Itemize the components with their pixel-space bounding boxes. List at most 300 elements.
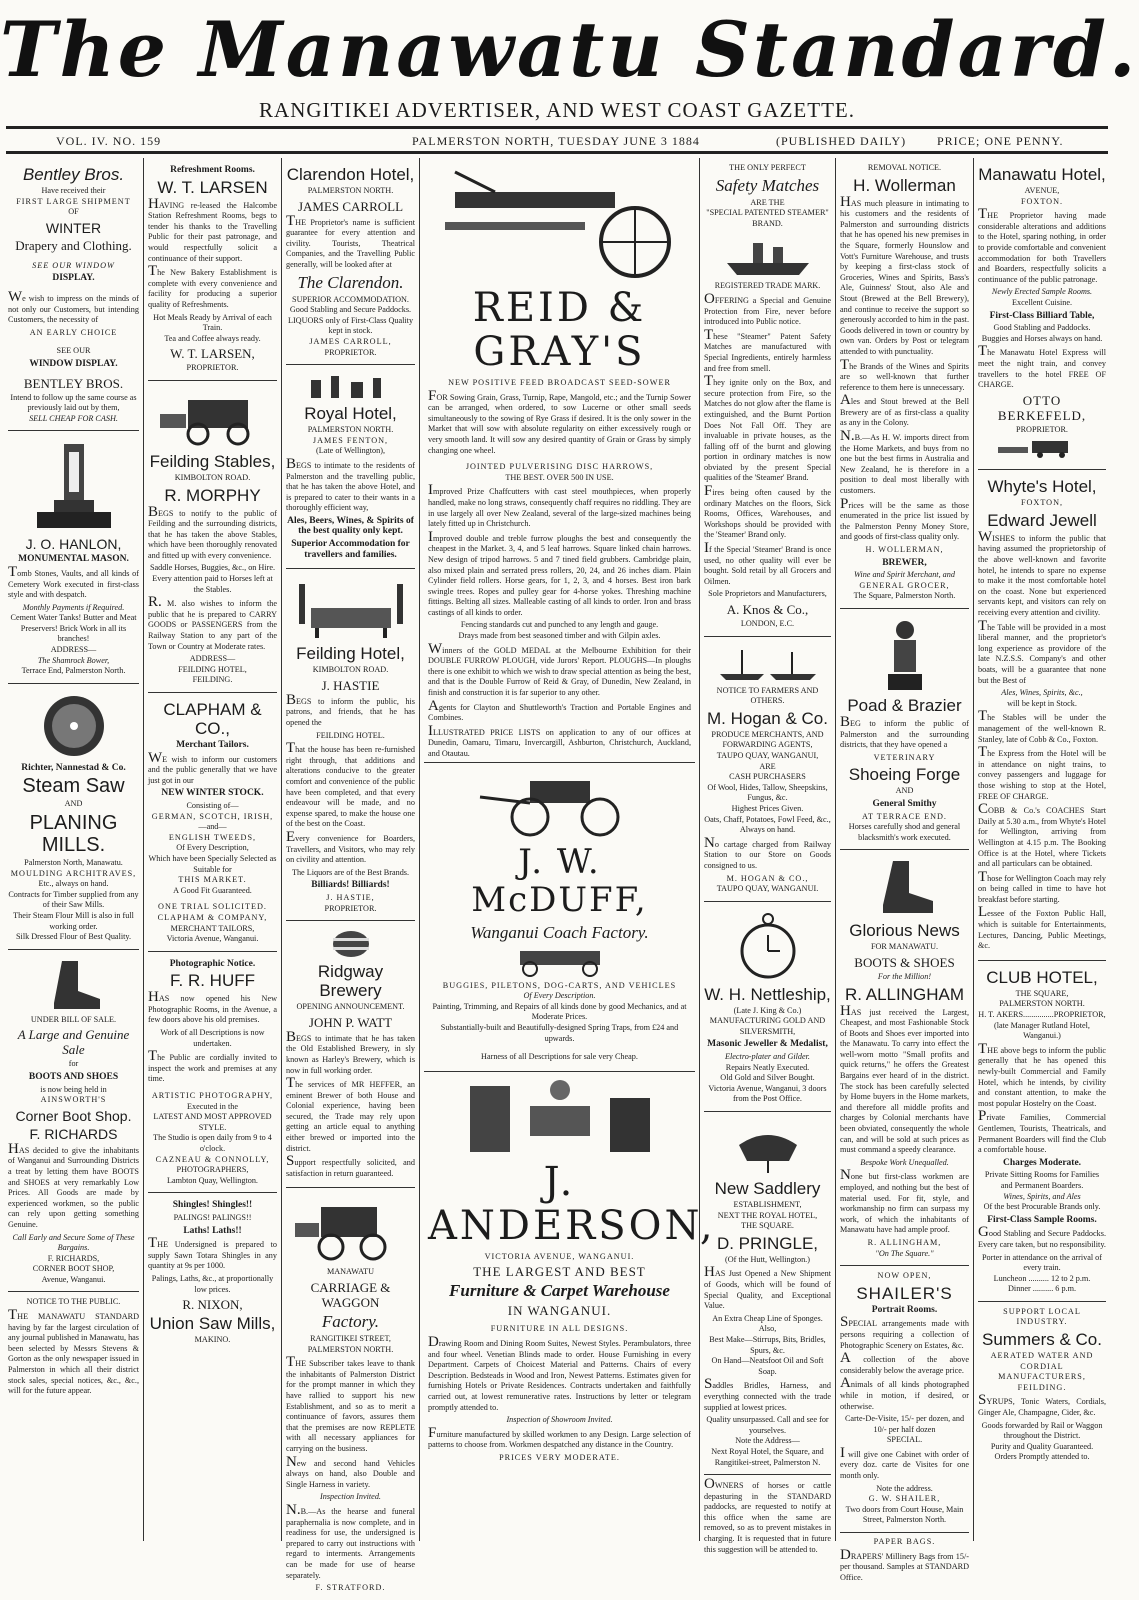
- ad-text: Ales, Wines, Spirits, &c.,: [1001, 688, 1083, 698]
- ad-text: Feilding Stables,: [149, 451, 276, 471]
- ad-text: Billiards! Billiards!: [311, 880, 390, 891]
- ad-text: Corner Boot Shop.: [15, 1107, 132, 1124]
- ad-text: JAMES CARROLL: [297, 198, 404, 214]
- ad-text: Private Families, Commercial Gentlemen, Tourists, Theatricals, and Permanent Boarders will find the Club a comfortable house.: [978, 1108, 1106, 1155]
- ad-text: F. STRATFORD.: [315, 1583, 386, 1593]
- ad-text: Furniture manufactured by skilled workmen to any Design. Large selection of patterns to choose from. Workmen despatched any distance in the Country.: [428, 1424, 691, 1450]
- ad-text: REMOVAL NOTICE.: [867, 163, 942, 172]
- ad-text: Tomb Stones, Vaults, and all kinds of Cemetery Work executed in first-class style and with despatch.: [8, 563, 139, 600]
- ad-text: Furniture & Carpet Warehouse: [449, 1281, 670, 1301]
- ad-steam-saw: [8, 684, 139, 950]
- ad-text: Wines, Spirits, and Ales: [1003, 1191, 1081, 1201]
- ad-text: OWNERS of horses or cattle depasturing in the STANDARD paddocks, are requested to notify at this office when the same are removed, so as to prevent mistakes in charging. It is requested that in future this suggestion will be attended to.: [704, 1476, 831, 1554]
- ad-text: Saddle Horses, Buggies, &c., on Hire.: [149, 563, 276, 573]
- ad-text: BEG to inform the public of Palmerston and the surrounding districts, that they have opened a: [840, 713, 969, 750]
- ad-text: Richter, Nannestad & Co.: [21, 762, 126, 773]
- divider-top: [6, 126, 1108, 129]
- ad-text: REID & GRAY'S: [472, 285, 647, 375]
- furniture-illustration: [460, 1076, 660, 1156]
- ad-text: Refreshment Rooms.: [170, 165, 255, 175]
- ad-text: Prices will be the same as those enumerated in the price list issued by the Palmerston Penny Money Store, and goods of first-class quality only.: [840, 495, 969, 542]
- column-6: [836, 158, 974, 1582]
- ad-text: Sole Proprietors and Manufacturers,: [708, 589, 827, 599]
- column-7: [974, 158, 1110, 1541]
- ad-text: G. W. SHAILER,: [868, 1494, 941, 1504]
- monument-illustration: [29, 440, 119, 532]
- ad-text: NOW OPEN,: [877, 1271, 932, 1281]
- ad-text: A collection of the above considerably below the average price.: [840, 1350, 969, 1375]
- ad-text: Have received their: [41, 186, 106, 195]
- ad-anderson: [424, 1076, 716, 1464]
- stagecoach-illustration: [158, 390, 268, 448]
- ad-text: SEE OUR WINDOW: [32, 260, 115, 270]
- ad-text: ESTABLISHMENT,: [733, 1200, 802, 1210]
- ad-text: Avenue, Wanganui.: [41, 1274, 106, 1284]
- ad-text: COBB & Co.'s COACHES Start Daily at 5.30 a.m., from Whyte's Hotel for Wellington, arriving from Wellington at 4.15 p.m. The Booking Office is at the Hotel, where Tickets and all particulars can be obtained.: [978, 801, 1106, 869]
- ad-text: PALMERSTON NORTH.: [307, 425, 394, 435]
- ad-text: Whyte's Hotel,: [987, 477, 1097, 497]
- ad-text: Clarendon Hotel,: [286, 165, 415, 184]
- column-5: [700, 158, 836, 1554]
- ad-text: J. HASTIE,: [326, 892, 375, 902]
- ad-text: H. WOLLERMAN,: [865, 545, 944, 554]
- ad-text: R. MORPHY: [164, 485, 261, 505]
- ad-text: FIRST LARGE SHIPMENT: [16, 196, 131, 206]
- ad-text: Drapery and Clothing.: [15, 237, 132, 253]
- ad-text: Which have been Specially Selected as Suitable for: [148, 853, 277, 874]
- ad-text: PROPRIETOR.: [324, 903, 377, 913]
- ad-text: Ridgway Brewery: [317, 962, 384, 1001]
- ad-text: M. Hogan & Co.: [707, 708, 828, 728]
- ad-text: Superior Accommodation for travellers and families.: [291, 539, 410, 560]
- ad-text: FOXTON,: [1020, 498, 1064, 508]
- ad-text: Wanganui Coach Factory.: [470, 922, 649, 942]
- ad-text: (Late J. King & Co.): [733, 1005, 802, 1015]
- ad-text: Silk Dressed Flour of Best Quality.: [16, 932, 131, 942]
- ad-text: FURNITURE IN ALL DESIGNS.: [490, 1324, 629, 1334]
- ad-text: PRICES VERY MODERATE.: [499, 1452, 620, 1462]
- ad-text: Manawatu Hotel,: [978, 165, 1106, 184]
- ad-text: UNDER BILL OF SALE.: [30, 1014, 117, 1024]
- ad-text: Drawing Room and Dining Room Suites, Newest Styles. Perambulators, three and four wheel. Venetian Blinds made to order. House Furnishing in every Department. Carpets of Choicest Material and Patterns. Chairs of every Description. Bedsteads in Wood and Iron, Newest Patterns. Estimates given for furnishing Hotels or Private Residences. Contracts undertaken and faithfully carried out, at lowest remunerative rates. Instructions by letter or telegram promptly attended to.: [428, 1333, 691, 1412]
- ad-text: Etc., always on hand.: [38, 879, 109, 889]
- ad-text: If the Special 'Steamer' Brand is once used, no other quality will ever be bought. Sold retail by all Grocers and Oilmen.: [704, 540, 831, 586]
- ad-text: Lambton Quay, Wellington.: [167, 1175, 258, 1185]
- ad-text: The Manawatu Hotel Express will meet the night train, and convey travellers to the hotel FREE OF CHARGE.: [978, 343, 1106, 390]
- ad-text: WINTER: [45, 219, 102, 236]
- ad-text: PROPRIETOR.: [1016, 424, 1068, 434]
- ad-text: ARTISTIC PHOTOGRAPHY,: [151, 1091, 274, 1101]
- ad-text: WISHES to inform the public that having assumed the proprietorship of the above well-known and favorite hotel, he intends to spare no expense to make it the most comfortable hotel on the coast. None but experienced servants kept, and visitors can rely on receiving every attention and civility.: [978, 528, 1106, 618]
- ad-text: Improved double and treble furrow ploughs the best and consequently the cheapest in the Market. 3, 4, and 5 leaf harrows. Square linked chain harrows. New design of tripod harrows. 5 and 7 tined field grubbers. Cambridge plain, also mixed plain and serrated press rollers, 20, 24, and 26 inches diam. Plain Cylinder field rollers. Horse gears, for 1, 2, 3, and 4 horses. Best iron bark swingle trees. Ropes and pulley gear for 4-horse yokes. Threshing machine fittings. Belting all sizes. Malleable casting of all kinds to order. Iron and brass castings of all kinds to order.: [428, 528, 691, 617]
- ad-text: Note the Address—: [735, 1436, 800, 1446]
- ad-text: Highest Prices Given.: [731, 803, 804, 813]
- ad-nettleship: [704, 902, 831, 1112]
- ad-text: Steam Saw: [22, 775, 125, 798]
- ad-manawatu-hotel: [978, 158, 1106, 470]
- ad-text: ARE: [759, 761, 776, 771]
- ad-text: BREWER,: [882, 557, 927, 568]
- ad-larsen: [148, 158, 277, 381]
- ad-text: H. T. AKERS...............PROPRIETOR,: [978, 1010, 1106, 1020]
- ad-text: HAVING re-leased the Halcombe Station Refreshment Rooms, begs to tender his thanks to the Travelling Public for their past patronage, and would respectfully solicit a continuance of their support.: [148, 195, 277, 263]
- ad-mcduff: [424, 767, 695, 1072]
- ad-text: Lessee of the Foxton Public Hall, which is suitable for Entertainments, Lectures, Dancing, Public Meetings, &c.: [978, 904, 1106, 951]
- ad-ridgway: [286, 921, 415, 1188]
- ad-text: OPENING ANNOUNCEMENT.: [296, 1002, 405, 1012]
- dateline: PALMERSTON NORTH, TUESDAY JUNE 3 1884: [412, 134, 700, 148]
- ad-text: (late Manager Rutland Hotel, Wanganui.): [994, 1020, 1090, 1041]
- ad-shailer: [840, 1266, 969, 1591]
- ad-text: AT TERRACE END.: [862, 811, 947, 821]
- ad-text: (Late of Wellington),: [316, 446, 385, 456]
- coach-illustration: [992, 439, 1092, 459]
- ad-text: Factory.: [321, 1312, 380, 1332]
- ad-wollerman: [840, 158, 969, 609]
- ad-text: SEE OUR: [56, 346, 91, 356]
- ad-text: HAS now opened his New Photographic Rooms, in the Avenue, a few doors above his old premises.: [148, 989, 277, 1025]
- ad-text: Royal Hotel,: [304, 404, 397, 424]
- ad-text: OFFERING a Special and Genuine Protection from Fire, never before introduced into Public notice.: [704, 290, 831, 327]
- published-daily: (PUBLISHED DAILY): [776, 134, 907, 148]
- ad-text: Porter in attendance on the arrival of every train.: [981, 1252, 1103, 1273]
- ad-text: MOULDING ARCHITRAVES,: [10, 868, 137, 878]
- ad-text: THE ONLY PERFECT: [729, 163, 806, 172]
- ad-text: JAMES CARROLL,: [309, 336, 392, 346]
- ad-text: The Square, Palmerston North.: [853, 591, 956, 601]
- ad-whytes-hotel: [978, 470, 1106, 961]
- ad-text: A. Knos & Co.,: [726, 602, 809, 617]
- ad-text: THE BEST. OVER 500 IN USE.: [505, 472, 614, 482]
- ad-text: Monthly Payments if Required.: [22, 602, 125, 612]
- ad-stratford: [286, 1188, 415, 1599]
- ad-text: Shoeing Forge: [848, 765, 961, 785]
- ad-text: Photographic Notice.: [169, 958, 256, 969]
- ad-text: CLAPHAM & CO.,: [163, 700, 262, 738]
- ad-text: BRAND.: [752, 218, 783, 228]
- ad-text: Every convenience for Boarders, Travellers, and Visitors, who may rely on civility and attention.: [286, 828, 415, 865]
- ad-text: Every attention paid to Horses left at the Stables.: [152, 574, 273, 594]
- ad-text: Carte-De-Visite, 15/- per dozen, and 10/- per half dozen: [844, 1414, 965, 1434]
- ad-text: AND: [64, 799, 83, 809]
- column-4: [420, 158, 716, 1541]
- ad-clapham: [148, 693, 277, 952]
- ad-text: PHOTOGRAPHERS,: [176, 1165, 249, 1175]
- ad-text: Excellent Cuisine.: [1011, 297, 1073, 307]
- masthead-title: The Manawatu Standard.: [0, 5, 1139, 94]
- ad-text: HAS Just Opened a New Shipment of Goods, which will be found of Special Quality, and Exceptional Value.: [704, 1264, 831, 1311]
- column-1: [4, 158, 144, 1541]
- ad-text: DRAPERS' Millinery Bags from 15/- per thousand. Samples at STANDARD Office.: [840, 1546, 969, 1582]
- ad-text: CORNER BOOT SHOP,: [32, 1264, 115, 1274]
- ad-club-hotel: [978, 961, 1106, 1302]
- ad-text: NOTICE TO THE PUBLIC.: [26, 1297, 121, 1307]
- ad-text: THE SQUARE,: [1015, 988, 1069, 998]
- seed-sower-illustration: [435, 162, 685, 282]
- ad-text: The Table will be provided in a most liberal manner, and the proprietor's long experience as providore of the late N.Z.S.S. Company's and other boats, will be a guarantee that none but the Best of: [978, 617, 1106, 685]
- ad-text: CARRIAGE & WAGGON: [310, 1280, 391, 1311]
- ad-text: Good Stabling and Secure Paddocks. Every care taken, but no responsibility.: [978, 1224, 1106, 1249]
- volume-number: VOL. IV. NO. 159: [56, 134, 162, 148]
- ad-text: We wish to impress on the minds of not only our Customers, but intending Customers, the necessity of: [8, 288, 139, 325]
- ad-text: NEW POSITIVE FEED BROADCAST SEED-SOWER: [448, 378, 671, 387]
- ad-text: HAS much pleasure in intimating to his customers and the residents of Palmerston and surrounding districts that he has opened his new premises in the Square, formerly Hounslow and Vott's Furniture Warehouse, and trusts by keeping a first-class stock of Groceries, Wines and Spirits, Bass's Ale, Guinness' Stout, also Ale and Stout (Brewed at the Bell Brewery), and continue to receive the support so generously accorded to him in the past. Goods delivered in town or country by own van. Orders by Post or telegram attended to with punctuality.: [840, 193, 969, 356]
- ad-text: BEGS to inform the public, his patrons, and friends, that he has opened the: [286, 691, 415, 728]
- ad-text: Also,: [758, 1324, 777, 1334]
- ad-huff: [148, 952, 277, 1194]
- ad-text: VETERINARY: [873, 752, 936, 762]
- ad-text: SUPERIOR ACCOMMODATION.: [292, 294, 409, 304]
- ad-text: FOXTON.: [1020, 196, 1064, 206]
- ad-text: F. R. HUFF: [170, 971, 255, 991]
- ad-text: THE Proprietor's name is sufficient guarantee for every attention and civility. Tourists, Theatrical Companies, and the Travelling Public generally, will be looked after at: [286, 212, 415, 269]
- ad-text: ENGLISH TWEEDS,: [168, 832, 257, 842]
- ad-text: The Clarendon.: [297, 272, 404, 292]
- ad-reid-gray: [424, 162, 695, 763]
- ad-text: Animals of all kinds photographed while in motion, if desired, or otherwise.: [840, 1375, 969, 1411]
- ad-text: TAUPO QUAY, WANGANUI,: [716, 750, 819, 760]
- ad-text: Call Early and Secure Some of These Bargains.: [12, 1232, 135, 1253]
- ad-text: Their Steam Flour Mill is also in full working order.: [13, 911, 134, 931]
- ad-text: RANGITIKEI STREET, PALMERSTON NORTH.: [307, 1334, 394, 1354]
- ad-text: Contracts for Timber supplied from any of their Saw Mills.: [8, 889, 139, 910]
- ad-text: Agents for Clayton and Shuttleworth's Traction and Portable Engines and Combines.: [428, 697, 691, 723]
- ad-text: NEXT THE ROYAL HOTEL,: [717, 1210, 818, 1220]
- ad-text: An Extra Cheap Line of Sponges.: [712, 1313, 823, 1323]
- ad-text: AERATED WATER AND CORDIAL MANUFACTURERS,: [990, 1351, 1094, 1382]
- ad-poad-brazier: [840, 609, 969, 850]
- ad-matches: [704, 158, 831, 637]
- ad-text: R. ALLINGHAM: [844, 984, 965, 1004]
- ad-text: FEILDING HOTEL,: [178, 664, 247, 674]
- ad-text: NOTICE TO FARMERS AND OTHERS.: [716, 685, 819, 706]
- ad-text: BEGS to intimate to the residents of Palmerston and the travelling public, that he has taken the above Hotel, and is prepared to cater to their wants in a thoroughly efficient way,: [286, 455, 415, 513]
- ad-text: OF: [68, 207, 79, 217]
- ad-text: PLANING MILLS.: [29, 812, 118, 857]
- ad-text: Substantially-built and Beautifully-designed Spring Traps, from £24 and upwards.: [440, 1022, 679, 1043]
- ad-text: PRODUCE MERCHANTS, AND FORWARDING AGENTS,: [711, 729, 824, 750]
- ad-text: H. Wollerman: [853, 175, 956, 195]
- column-2: [144, 158, 282, 1541]
- ad-text: F. RICHARDS: [29, 1125, 118, 1142]
- ad-text: D. PRINGLE,: [716, 1233, 819, 1253]
- ad-text: LONDON, E.C.: [740, 619, 795, 628]
- ad-text: None but first-class workmen are employed, and nothing but the best of material used. For fit, style, and workmanship no firm can surpass my work, of which the inhabitants of Manawatu have had ample proof.: [840, 1167, 969, 1235]
- ad-text: BEGS to notify to the public of Feilding and the surrounding districts, that he has taken the above Stables, which have been thoroughly renovated and fitted up with every convenience.: [148, 503, 277, 560]
- ad-text: MAKINO.: [194, 1335, 231, 1345]
- ad-text: New and second hand Vehicles always on hand, also Double and Single Harness in variety.: [286, 1453, 415, 1489]
- ad-text: W. T. LARSEN: [157, 177, 268, 197]
- ad-notice: [8, 1292, 139, 1404]
- ad-text: The Liquors are of the Best Brands.: [291, 867, 410, 877]
- ad-text: is now being held in: [40, 1084, 107, 1094]
- ad-text: FEILDING.: [1017, 1382, 1067, 1392]
- ad-text: IN WANGANUI.: [507, 1303, 612, 1319]
- ad-text: M. HOGAN & CO.,: [726, 873, 809, 883]
- ad-text: REGISTERED TRADE MARK.: [714, 281, 821, 291]
- ad-text: Fencing standards cut and punched to any length and gauge.: [460, 620, 659, 630]
- ad-text: Luncheon .......... 12 to 2 p.m.: [993, 1273, 1091, 1283]
- ad-text: Those for Wellington Coach may rely on being called in time to have hot breakfast before starting.: [978, 868, 1106, 904]
- ad-text: THE LARGEST AND BEST: [473, 1264, 646, 1280]
- ad-text: J. HASTIE: [321, 677, 380, 693]
- ad-text: CASH PURCHASERS: [729, 772, 806, 782]
- ad-text: Summers & Co.: [982, 1330, 1102, 1350]
- ad-text: Consisting of—: [186, 800, 239, 810]
- ad-text: Portrait Rooms.: [871, 1304, 938, 1315]
- ad-text: KIMBOLTON ROAD.: [312, 665, 389, 675]
- ad-text: Hot Meals Ready by Arrival of each Train.: [153, 312, 272, 333]
- pocket-watch-illustration: [740, 911, 796, 981]
- ad-text: The Studio is open daily from 9 to 4 o'clock.: [153, 1133, 272, 1153]
- ad-text: MERCHANT TAILORS,: [170, 923, 255, 933]
- ad-text: Painting, Trimming, and Repairs of all kinds done by good Mechanics, and at Moderate Prices.: [432, 1001, 687, 1022]
- ad-text: Of Every Description.: [523, 991, 596, 1001]
- ad-royal: [286, 365, 415, 569]
- ad-nixon: [148, 1193, 277, 1351]
- ad-text: R. NIXON,: [182, 1297, 243, 1313]
- ad-text: Palmerston North, Manawatu.: [24, 858, 123, 868]
- ad-text: Merchant Tailors.: [176, 740, 249, 750]
- ad-text: NEW WINTER STOCK.: [161, 788, 264, 799]
- ad-text: F. RICHARDS,: [47, 1253, 100, 1263]
- ad-text: Feilding Hotel,: [296, 644, 405, 664]
- ad-text: Inspection Invited.: [320, 1492, 381, 1502]
- ad-text: J. ANDERSON,: [428, 1158, 716, 1249]
- ad-text: FOR MANAWATU.: [870, 942, 939, 952]
- ad-text: DISPLAY.: [52, 273, 95, 284]
- ad-text: HAS decided to give the inhabitants of Wanganui and Surrounding Districts a treat by letting them have BOOTS and SHOES at very remarkably Low Prices. All Goods are made by experienced workmen, so the public can rely upon getting something Genuine.: [8, 1140, 139, 1229]
- ad-text: Laths! Laths!!: [183, 1225, 242, 1236]
- ad-text: Saddles Bridles, Harness, and everything connected with the trade supplied at lowest prices.: [704, 1376, 831, 1412]
- ships-illustration: [718, 646, 818, 682]
- boot-illustration: [44, 959, 104, 1011]
- ad-text: Intend to follow up the same course as previously laid out by them,: [10, 392, 137, 413]
- ad-text: Victoria Avenue, Wanganui, 3 doors from the Post Office.: [708, 1083, 827, 1104]
- ad-text: Support respectfully solicited, and satisfaction in return guaranteed.: [286, 1153, 415, 1178]
- ad-bentley: [8, 158, 139, 431]
- ad-text: BOOTS AND SHOES: [28, 1071, 119, 1082]
- ad-text: Ales and Stout brewed at the Bell Brewery are of as first-class a quality as any in the Colony.: [840, 392, 969, 428]
- ad-text: GENERAL GROCER,: [859, 580, 950, 590]
- ad-pringle: [704, 1112, 831, 1563]
- ad-text: —and—: [198, 822, 227, 832]
- ad-text: Dinner .......... 6 p.m.: [1008, 1284, 1076, 1294]
- ad-text: THE Proprietor having made considerable alterations and additions to the Hotel, sparing nothing, in order to provide comfortable and convenient accommodation for both Travellers and Boarders, respectfully solicits a continuance of the public patronage.: [978, 206, 1106, 284]
- ad-text: HAS just received the Largest, Cheapest, and most Fashionable Stock of Boots and Shoes ever imported into the Manawatu. To carry into effect the well-worn motto "Small profits and quick returns," he offers the Greatest Bargains ever heard of in the district. The stock has been carefully selected by Home buyers in the Home markets, and therefore all middle profits and charges by Colonial merchants have been obviated, consequently the whole can, and will be sold at such prices as must command a speedy clearance.: [840, 1002, 969, 1155]
- ad-text: Tea and Coffee always ready.: [164, 333, 261, 343]
- ad-text: They ignite only on the Box, and secure protection from Fire, so the Matches do not glow after the flame is extinguished, and the Burnt Portion Does Not Fall Off. They are invaluable in private houses, as the falling off of the burnt and glowing portion in ordinary matches is now obviated by the present Special qualities of the 'Steamer' Brand.: [704, 373, 831, 483]
- ad-text: Next Royal Hotel, the Square, and Rangitikei-street, Palmerston N.: [711, 1446, 824, 1467]
- ad-text: LIQUORS only of First-Class Quality kept in stock.: [287, 315, 414, 336]
- ad-text: Shingles! Shingles!!: [172, 1200, 253, 1211]
- ad-text: The New Bakery Establishment is complete with every convenience and facility for producing a superior quality of Refreshments.: [148, 263, 277, 309]
- ad-text: Inspection of Showroom Invited.: [506, 1415, 613, 1425]
- ad-text: SELL CHEAP FOR CASH.: [29, 413, 118, 423]
- ad-text: Repairs Neatly Executed.: [725, 1062, 810, 1072]
- ad-text: Improved Prize Chaffcutters with cast steel mouthpieces, when properly handled, make no long straws, consequently chaff requires no riddling. They are in use largely all over New Zealand, several of the large-sized machines being lately fitted up in Christchurch.: [428, 482, 691, 529]
- ad-richards: [8, 950, 139, 1293]
- ad-hogan: [704, 637, 831, 902]
- ad-text: ADDRESS—: [189, 654, 236, 664]
- ad-text: For the Million!: [877, 971, 932, 981]
- ad-text: MANAWATU: [326, 1267, 375, 1277]
- ad-text: BENTLEY BROS.: [23, 375, 124, 391]
- ad-text: will be kept in Stock.: [1007, 698, 1077, 708]
- ad-text: BEGS to intimate that he has taken the Old Established Brewery, in sly known as Harley's Brewery, which is now in full working order.: [286, 1028, 415, 1075]
- ad-text: PALINGS! PALINGS!!: [173, 1212, 252, 1222]
- ad-text: ARE THE: [750, 197, 785, 207]
- ad-text: AINSWORTH'S: [40, 1095, 107, 1105]
- ad-text: CAZNEAU & CONNOLLY,: [155, 1154, 270, 1164]
- ad-text: Masonic Jeweller & Medalist,: [707, 1039, 828, 1050]
- ad-text: First-Class Sample Rooms.: [987, 1214, 1097, 1225]
- ad-text: Winners of the GOLD MEDAL at the Melbourne Exhibition for their DOUBLE FURROW PLOUGH, vide Jurors' Report. PLOUGHS—In ploughs there is one exhibit to which we wish to draw special attention as being the best, and that is the Double Furrow of Reid & Gray, of Dunedin, New Zealand, in finish and construction it is far superior to any other.: [428, 640, 691, 698]
- ad-text: Safety Matches: [715, 175, 820, 195]
- ad-text: Two doors from Court House, Main Street, Palmerston North.: [845, 1504, 964, 1525]
- barrel-illustration: [331, 930, 371, 958]
- ad-allingham: [840, 850, 969, 1266]
- ad-text: Purity and Quality Guaranteed.: [990, 1441, 1094, 1451]
- ad-text: JOINTED PULVERISING DISC HARROWS,: [465, 462, 654, 472]
- ad-text: THE MANAWATU STANDARD having by far the largest circulation of any journal published in Manawatu, has been selected by Messrs Stevens & Gorton as the only newspaper issued in Palmerston in which all their district stock sales, special notices, &c., &c., will for the future appear.: [8, 1307, 139, 1396]
- ad-text: Note the address.: [876, 1483, 933, 1493]
- ad-text: The Public are cordially invited to inspect the work and premises at any time.: [148, 1048, 277, 1084]
- divider-bottom: [6, 151, 1108, 154]
- ad-text: Quality unsurpassed. Call and see for yourselves.: [706, 1415, 829, 1435]
- ad-text: THE Undersigned is prepared to supply Sawn Totara Shingles in any quantity at 9s per 1000.: [148, 1235, 277, 1271]
- ad-text: Poad & Brazier: [847, 695, 962, 715]
- ad-text: Oats, Chaff, Potatoes, Fowl Feed, &c., Always on hand.: [704, 814, 831, 835]
- ad-text: Ales, Beers, Wines, & Spirits of the best quality only kept.: [287, 515, 414, 537]
- ad-text: PROPRIETOR.: [324, 347, 377, 357]
- ad-text: AVENUE,: [1024, 186, 1060, 195]
- ad-text: W. H. Nettleship,: [704, 984, 831, 1004]
- ad-text: Drays made from best seasoned timber and with Gilpin axles.: [458, 631, 661, 641]
- ad-text: "On The Square.": [875, 1248, 934, 1258]
- ad-text: FOR Sowing Grain, Grass, Turnip, Rape, Mangold, etc.; and the Turnip Sower can be arranged, when ordered, to sow Lucerne or other small seeds simultaneously to the sowing of Rye Grass if desired. It is the only sower in the Market that will sow with absolute regularity on either excessively rough or very smooth land. It will sow any desired quantity of Grain or Grass by simply changing one wheel.: [428, 387, 691, 455]
- ad-text: ADDRESS—: [50, 645, 97, 655]
- ad-text: Of Wool, Hides, Tallow, Sheepskins, Fungus, &c.: [707, 782, 828, 803]
- ad-text: N.B.—As the hearse and funeral paraphernalia is now complete, and in readiness for use, the undersigned is prepared to carry out instructions with regard to interments. Arrangements can be made for use of hearse separately.: [286, 1501, 415, 1580]
- ad-feilding-hotel: [286, 569, 415, 921]
- ad-text: Cement Water Tanks! Butter and Meat Preservers! Brick Work in all its branches!: [10, 613, 137, 644]
- ad-text: The Stables will be under the management of the well-known R. Stanley, late of Cobb & Co., Foxton.: [978, 708, 1106, 744]
- ad-text: PALMERSTON NORTH.: [999, 999, 1085, 1009]
- ad-text: Of the best Procurable Brands only.: [983, 1202, 1101, 1212]
- saw-blade-illustration: [41, 693, 107, 759]
- ad-text: SPECIAL arrangements made with persons requiring a collection of Photographic Scenery on Estates, &c.: [840, 1314, 969, 1350]
- ad-text: N.B.—As H. W. imports direct from the Home Markets, and buys from no one but the best firms in Australia and New Zealand, he is therefore in a position to deal most liberally with customers.: [840, 428, 969, 496]
- ad-text: VICTORIA AVENUE, WANGANUI.: [484, 1251, 635, 1261]
- ad-text: LATEST AND MOST APPROVED STYLE.: [153, 1112, 272, 1132]
- ad-text: Best Make—Stirrups, Bits, Bridles, Spurs, &c.: [709, 1334, 826, 1355]
- ad-text: THE above begs to inform the public generally that he has opened this newly-built Commercial and Family Hotel, which he intends, by civility and constant attention, to make the most popular Hostelry on the Coast.: [978, 1040, 1106, 1108]
- ad-text: First-Class Billiard Table,: [989, 310, 1095, 321]
- ad-text: Newly Erected Sample Rooms.: [991, 287, 1093, 297]
- ad-text: PROPRIETOR.: [186, 363, 239, 373]
- ad-text: FEILDING HOTEL.: [316, 730, 385, 740]
- ad-text: Glorious News: [849, 921, 960, 941]
- ad-text: General Smithy: [872, 798, 937, 809]
- ad-text: A Good Fit Guaranteed.: [173, 885, 252, 895]
- ad-text: CLAPHAM & COMPANY,: [157, 912, 268, 922]
- ad-text: On Hand—Neatsfoot Oil and Soft Soap.: [711, 1356, 824, 1376]
- ad-summers: [978, 1302, 1106, 1469]
- ad-text: W. T. LARSEN,: [170, 346, 255, 362]
- ad-text: WINDOW DISPLAY.: [29, 358, 118, 369]
- ad-text: The Brands of the Wines and Spirits are so well-known that further reference to them here is unnecessary.: [840, 356, 969, 392]
